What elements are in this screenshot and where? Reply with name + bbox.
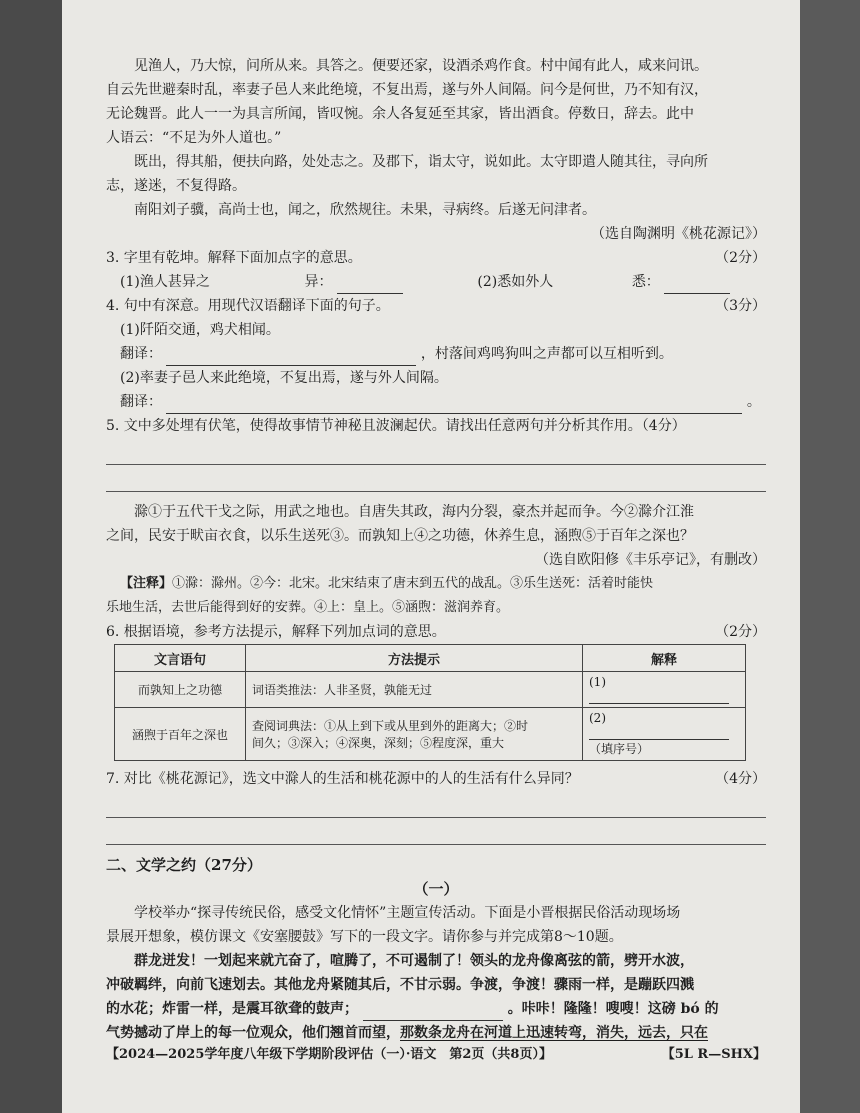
page-content bbox=[106, 54, 766, 1045]
table-cell-hint: 词语类推法：人非圣贤，孰能无过 bbox=[246, 672, 583, 708]
answer-number: (2) bbox=[589, 711, 606, 725]
question-5 bbox=[106, 414, 766, 492]
scan-left-edge bbox=[0, 0, 62, 1113]
q7-answer-line[interactable] bbox=[106, 795, 766, 818]
table-cell-hint bbox=[246, 708, 583, 761]
q7-answer-line[interactable] bbox=[106, 822, 766, 845]
table-cell-answer bbox=[583, 672, 746, 708]
q5-answer-line[interactable] bbox=[106, 469, 766, 492]
q4-answer1-blank[interactable] bbox=[166, 349, 416, 366]
q3-prompt: 3. 字里有乾坤。解释下面加点字的意思。 bbox=[106, 250, 362, 266]
passage1-line: 自云先世避秦时乱，率妻子邑人来此绝境，不复出焉，遂与外人间隔。问今是何世，乃不知有汉， bbox=[106, 82, 708, 98]
underlined-sentence: 那数条龙舟在河道上迅速转弯，消失，远去，只在 bbox=[400, 1025, 708, 1041]
passage1-line: 既出，得其船，便扶向路，处处志之。及郡下，诣太守，说如此。太守即遣人随其往，寻向所 bbox=[134, 154, 708, 170]
table-header-row bbox=[115, 645, 746, 672]
table-header: 方法提示 bbox=[246, 645, 583, 672]
scan-right-edge bbox=[800, 0, 860, 1113]
q3-item2: (2)悉如外人 bbox=[477, 274, 554, 290]
q4-item1: (1)阡陌交通，鸡犬相闻。 bbox=[120, 322, 280, 338]
exam-page bbox=[62, 0, 800, 1113]
q6-score: （2分） bbox=[715, 624, 766, 640]
essay-line-part: 的水花；炸雷一样，是震耳欲聋的鼓声； bbox=[106, 1001, 358, 1017]
page-footer bbox=[106, 1043, 766, 1062]
question-4 bbox=[106, 294, 766, 414]
q3-answer1-blank[interactable] bbox=[337, 277, 403, 294]
essay-line-part: 气势撼动了岸上的每一位观众，他们翘首而望， bbox=[106, 1025, 400, 1041]
q4-end-mark: 。 bbox=[746, 394, 761, 410]
q3-item1: (1)渔人甚异之 bbox=[120, 274, 210, 290]
footer-right: 【5L R—SHX】 bbox=[661, 1047, 766, 1062]
q4-answer2-blank[interactable] bbox=[166, 397, 742, 414]
note-line: ①滁：滁州。②今：北宋。北宋结束了唐末到五代的战乱。③乐生送死：活着时能快 bbox=[172, 576, 654, 591]
note-line: 乐地生活，去世后能得到好的安葬。④上：皇上。⑤涵煦：滋润养育。 bbox=[106, 600, 510, 615]
q7-prompt: 7. 对比《桃花源记》，选文中滁人的生活和桃花源中的人的生活有什么异同？ bbox=[106, 771, 579, 787]
passage2-line: 滁①于五代干戈之际，用武之地也。自唐失其政，海内分裂，豪杰并起而争。今②滁介江淮 bbox=[134, 504, 694, 520]
section-title: 二、文学之约（27分） bbox=[106, 856, 262, 874]
passage1-line: 人语云：“不足为外人道也。” bbox=[106, 130, 282, 146]
table-row bbox=[115, 708, 746, 761]
question-3 bbox=[106, 246, 766, 294]
q6-answer2-blank[interactable] bbox=[589, 725, 729, 740]
q6-prompt: 6. 根据语境，参考方法提示，解释下列加点词的意思。 bbox=[106, 624, 446, 640]
q6-method-table bbox=[114, 644, 746, 761]
intro-line: 学校举办“探寻传统民俗，感受文化情怀”主题宣传活动。下面是小晋根据民俗活动现场场 bbox=[134, 905, 681, 921]
q4-trans-label: 翻译： bbox=[120, 394, 162, 410]
section-subtitle: （一） bbox=[413, 880, 459, 898]
passage1-line: 志，遂迷，不复得路。 bbox=[106, 178, 246, 194]
q3-item2-label: 悉： bbox=[631, 274, 660, 290]
answer-number: (1) bbox=[589, 675, 606, 689]
q5-answer-line[interactable] bbox=[106, 442, 766, 465]
q4-prompt: 4. 句中有深意。用现代汉语翻译下面的句子。 bbox=[106, 298, 390, 314]
q3-score: （2分） bbox=[715, 250, 766, 266]
note-label: 【注释】 bbox=[120, 576, 173, 591]
passage1-source: （选自陶渊明《桃花源记》） bbox=[591, 226, 766, 242]
passage1-line: 无论魏晋。此人一一为具言所闻，皆叹惋。余人各复延至其家，皆出酒食。停数日，辞去。此中 bbox=[106, 106, 694, 122]
q3-item1-label: 异： bbox=[304, 274, 333, 290]
table-cell-sentence: 而孰知上之功德 bbox=[115, 672, 246, 708]
q-essay-blank[interactable] bbox=[363, 1004, 503, 1021]
table-header: 文言语句 bbox=[115, 645, 246, 672]
q4-item1-tail: ，村落间鸡鸣狗叫之声都可以互相听到。 bbox=[420, 346, 673, 362]
q4-score: （3分） bbox=[715, 298, 766, 314]
passage1-line: 见渔人，乃大惊，问所从来。具答之。便要还家，设酒杀鸡作食。村中闻有此人，咸来问讯。 bbox=[134, 58, 708, 74]
table-cell-answer bbox=[583, 708, 746, 761]
q4-trans-label: 翻译： bbox=[120, 346, 162, 362]
essay-line-part: 。咔咔！隆隆！嗖嗖！这磅 bó 的 bbox=[507, 1001, 719, 1017]
table-header: 解释 bbox=[583, 645, 746, 672]
hint-line: 查阅词典法：①从上到下或从里到外的距离大；②时 bbox=[252, 719, 529, 733]
q5-prompt: 5. 文中多处埋有伏笔，使得故事情节神秘且波澜起伏。请找出任意两句并分析其作用。（4分） bbox=[106, 418, 686, 434]
table-cell-sentence: 涵煦于百年之深也 bbox=[115, 708, 246, 761]
footer-left: 【2024—2025学年度八年级下学期阶段评估（一）·语文 第2页（共8页）】 bbox=[106, 1047, 552, 1062]
essay-line: 冲破羁绊，向前飞速划去。其他龙舟紧随其后，不甘示弱。争渡，争渡！骤雨一样，是蹦跃四溅 bbox=[106, 977, 694, 993]
q4-item2: (2)率妻子邑人来此绝境，不复出焉，遂与外人间隔。 bbox=[120, 370, 448, 386]
section-literature bbox=[106, 853, 766, 1045]
q7-score: （4分） bbox=[715, 771, 766, 787]
question-6 bbox=[106, 620, 766, 761]
intro-line: 景展开想象，模仿课文《安塞腰鼓》写下的一段文字。请你参与并完成第8～10题。 bbox=[106, 929, 623, 945]
passage2-source: （选自欧阳修《丰乐亭记》，有删改） bbox=[535, 552, 766, 568]
answer-note: （填序号） bbox=[589, 742, 650, 756]
table-row bbox=[115, 672, 746, 708]
passage1-line: 南阳刘子骥，高尚士也，闻之，欣然规往。未果，寻病终。后遂无问津者。 bbox=[134, 202, 596, 218]
essay-line: 群龙迸发！一划起来就亢奋了，喧腾了，不可遏制了！领头的龙舟像离弦的箭，劈开水波， bbox=[134, 953, 694, 969]
passage2-line: 之间，民安于畎亩衣食，以乐生送死③。而孰知上④之功德，休养生息，涵煦⑤于百年之深也？ bbox=[106, 528, 694, 544]
passage-taohuayuan bbox=[106, 54, 766, 246]
passage-fengleting bbox=[106, 500, 766, 620]
q6-answer1-blank[interactable] bbox=[589, 689, 729, 704]
question-7 bbox=[106, 767, 766, 845]
hint-line: 间久；③深入；④深奥，深刻；⑤程度深，重大 bbox=[252, 736, 505, 750]
q3-answer2-blank[interactable] bbox=[664, 277, 730, 294]
